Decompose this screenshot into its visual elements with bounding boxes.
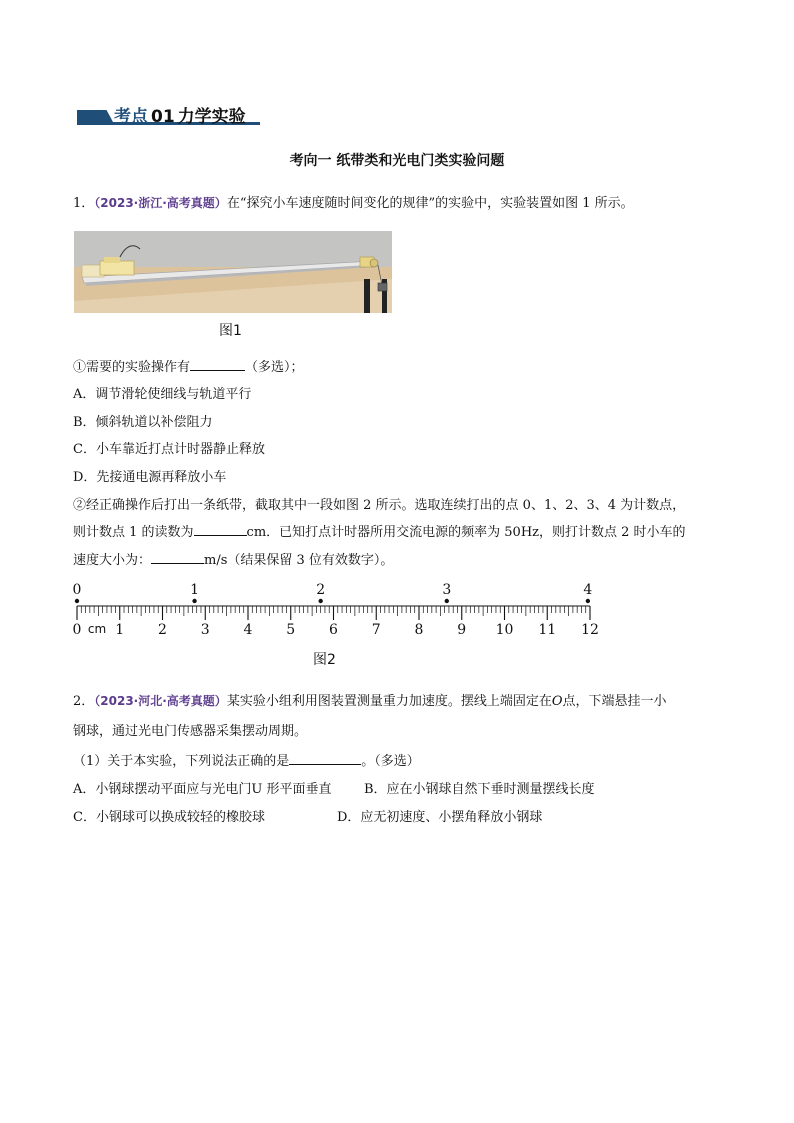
q2-option-c: C．小钢球可以换成较轻的橡胶球	[73, 810, 265, 825]
q1-option-d: D．先接通电源再释放小车	[73, 470, 227, 485]
subheading: 考向一 纸带类和光电门类实验问题	[289, 153, 505, 169]
ruler-scale-label: 11	[538, 622, 557, 638]
ruler-scale-labels	[73, 622, 599, 638]
q2-number: 2．	[73, 694, 95, 709]
q1-option-c: C．小车靠近打点计时器静止释放	[73, 442, 265, 457]
count-point-dot	[445, 599, 449, 603]
ruler-scale-label: 9	[457, 622, 467, 638]
figure-2-caption: 图2	[313, 652, 336, 668]
ruler-scale-label: 5	[286, 622, 296, 638]
count-point-label: 3	[442, 582, 452, 598]
q1-stem: 在“探究小车速度随时间变化的规律”的实验中，实验装置如图 1 所示。	[226, 196, 634, 211]
count-point-dot	[586, 599, 590, 603]
q2-stem-part1: 某实验小组利用图装置测量重力加速度。摆线上端固定在	[226, 694, 552, 709]
q1-sub2-line3-a: 速度大小为：	[73, 553, 152, 568]
q2-option-a: A．小钢球摆动平面应与光电门U 形平面垂直	[73, 782, 332, 797]
q1-sub1-text: ①需要的实验操作有	[73, 360, 191, 375]
q2-sub1-suffix: 。（多选）	[361, 754, 420, 769]
q1-number: 1．	[73, 196, 95, 211]
q1-reading-blank	[194, 523, 247, 536]
q1-sub2-line1: ②经正确操作后打出一条纸带，截取其中一段如图 2 所示。选取连续打出的点 0、1、2、3、4 为计数点，	[73, 498, 686, 513]
ruler-ticks	[77, 606, 590, 620]
ruler-scale-label: 3	[200, 622, 210, 638]
figure-1-illustration	[74, 231, 392, 313]
ruler-scale-label: 0	[72, 622, 82, 638]
q2-source-tag: （2023·河北·高考真题）	[94, 694, 227, 708]
figure-1-photo	[74, 231, 392, 313]
q2-sub1-text: （1）关于本实验，下列说法正确的是	[73, 754, 290, 769]
q1-sub2-line2	[73, 521, 686, 540]
q1-sub1-suffix: （多选）；	[245, 360, 304, 375]
q1-speed-blank	[151, 551, 204, 564]
q2-stem-line2: 钢球，通过光电门传感器采集摆动周期。	[73, 724, 308, 739]
section-heading	[114, 102, 246, 127]
q2-option-b: B．应在小钢球自然下垂时测量摆线长度	[364, 782, 595, 797]
q1-source-tag: （2023·浙江·高考真题）	[94, 196, 227, 210]
ruler-scale-label: 1	[115, 622, 125, 638]
q2-sub1-blank	[289, 752, 361, 765]
count-point-label: 4	[583, 582, 593, 598]
count-point-dot	[75, 599, 79, 603]
ruler-count-points	[73, 582, 593, 603]
heading-title: 力学实验	[177, 107, 246, 127]
ruler-scale-label: 4	[243, 622, 253, 638]
q1-sub2-line2-a: 则计数点 1 的读数为	[73, 525, 194, 540]
q1-sub1-blank	[190, 358, 245, 371]
ruler-scale-label: 2	[158, 622, 167, 638]
count-point-label: 2	[316, 582, 326, 598]
q1-sub2-line3-b: m/s（结果保留 3 位有效数字）。	[204, 553, 394, 568]
q2-option-d: D．应无初速度、小摆角释放小钢球	[337, 810, 543, 825]
figure-1-caption: 图1	[219, 323, 242, 339]
heading-decoration-bar	[77, 110, 113, 122]
ruler-scale-label: 6	[329, 622, 338, 638]
q1-option-a: A．调节滑轮使细线与轨道平行	[73, 387, 252, 402]
q2-point-o: O	[551, 694, 563, 709]
ruler-scale-label: 12	[581, 622, 599, 638]
count-point-label: 0	[72, 582, 82, 598]
ruler-scale-label: 7	[371, 622, 381, 638]
q1-stem-line	[73, 192, 634, 211]
heading-number: 01	[151, 107, 175, 127]
ruler-unit-label: cm	[87, 622, 107, 636]
heading-prefix: 考点	[114, 107, 148, 127]
q2-sub1	[73, 750, 420, 769]
q1-option-b: B．倾斜轨道以补偿阻力	[73, 415, 213, 430]
q2-stem-line1	[73, 690, 667, 709]
count-point-dot	[318, 599, 322, 603]
q1-sub1	[73, 356, 304, 375]
q1-sub2-line3	[73, 549, 393, 568]
ruler-scale-label: 8	[414, 622, 424, 638]
count-point-label: 1	[190, 582, 200, 598]
figure-2-ruler	[70, 576, 600, 642]
ruler-scale-label: 10	[495, 622, 514, 638]
q1-sub2-line2-b: cm．已知打点计时器所用交流电源的频率为 50Hz，则打计数点 2 时小车的	[246, 525, 686, 540]
q2-stem-part2: 点，下端悬挂一小	[562, 694, 667, 709]
count-point-dot	[192, 599, 196, 603]
